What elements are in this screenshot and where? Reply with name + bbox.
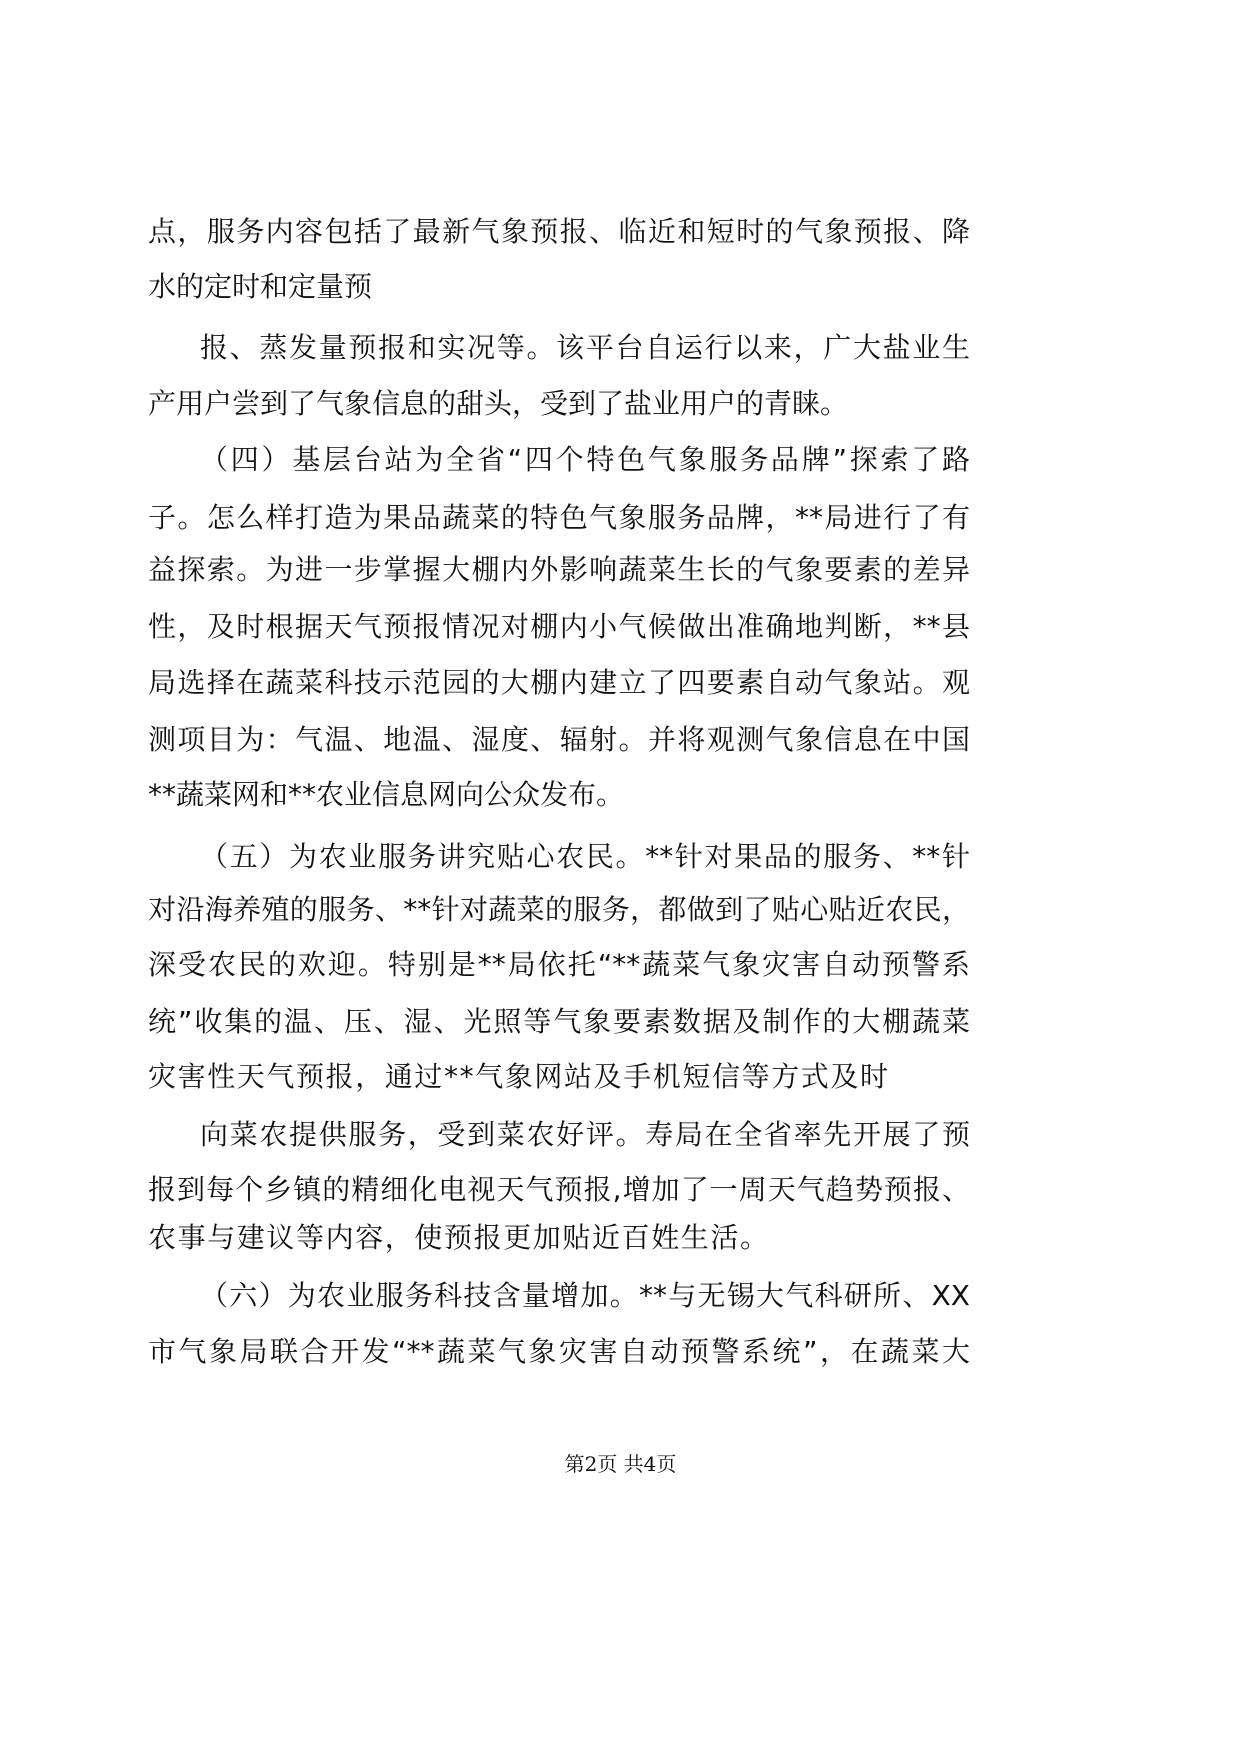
text-line: 产用户尝到了气象信息的甜头，受到了盐业用户的青睐。 xyxy=(148,387,849,420)
text-line: 统”收集的温、压、湿、光照等气象要素数据及制作的大棚蔬菜 xyxy=(148,1005,970,1038)
text-line: 水的定时和定量预 xyxy=(148,270,373,303)
text-line: 深受农民的欢迎。特别是**局依托“**蔬菜气象灾害自动预警系 xyxy=(148,948,970,981)
text-line: 报到每个乡镇的精细化电视天气预报,增加了一周天气趋势预报、 xyxy=(148,1173,970,1206)
text-line: 报、蒸发量预报和实况等。该平台自运行以来，广大盐业生 xyxy=(200,331,970,364)
text-line: （六）为农业服务科技含量增加。**与无锡大气科研所、XX xyxy=(200,1279,970,1312)
text-line: 向菜农提供服务，受到菜农好评。寿局在全省率先开展了预 xyxy=(200,1118,970,1151)
text-line: （四）基层台站为全省“四个特色气象服务品牌”探索了路 xyxy=(200,443,970,476)
text-line: 子。怎么样打造为果品蔬菜的特色气象服务品牌，**局进行了有 xyxy=(148,501,970,534)
text-line: 对沿海养殖的服务、**针对蔬菜的服务，都做到了贴心贴近农民， xyxy=(148,893,970,926)
text-line: 性，及时根据天气预报情况对棚内小气候做出准确地判断，**县 xyxy=(148,610,970,643)
page-number-footer: 第2页 共4页 xyxy=(564,1452,677,1476)
text-line: 测项目为：气温、地温、湿度、辐射。并将观测气象信息在中国 xyxy=(148,723,970,756)
text-line: （五）为农业服务讲究贴心农民。**针对果品的服务、**针 xyxy=(200,840,970,873)
text-line: 灾害性天气预报，通过**气象网站及手机短信等方式及时 xyxy=(148,1060,890,1093)
text-line: 点，服务内容包括了最新气象预报、临近和短时的气象预报、降 xyxy=(148,215,970,248)
text-line: 益探索。为进一步掌握大棚内外影响蔬菜生长的气象要素的差异 xyxy=(148,553,970,586)
text-line: 局选择在蔬菜科技示范园的大棚内建立了四要素自动气象站。观 xyxy=(148,666,970,699)
text-line: **蔬菜网和**农业信息网向公众发布。 xyxy=(148,778,625,811)
text-line: 农事与建议等内容，使预报更加贴近百姓生活。 xyxy=(148,1221,770,1254)
text-line: 市气象局联合开发“**蔬菜气象灾害自动预警系统”，在蔬菜大 xyxy=(148,1335,970,1368)
